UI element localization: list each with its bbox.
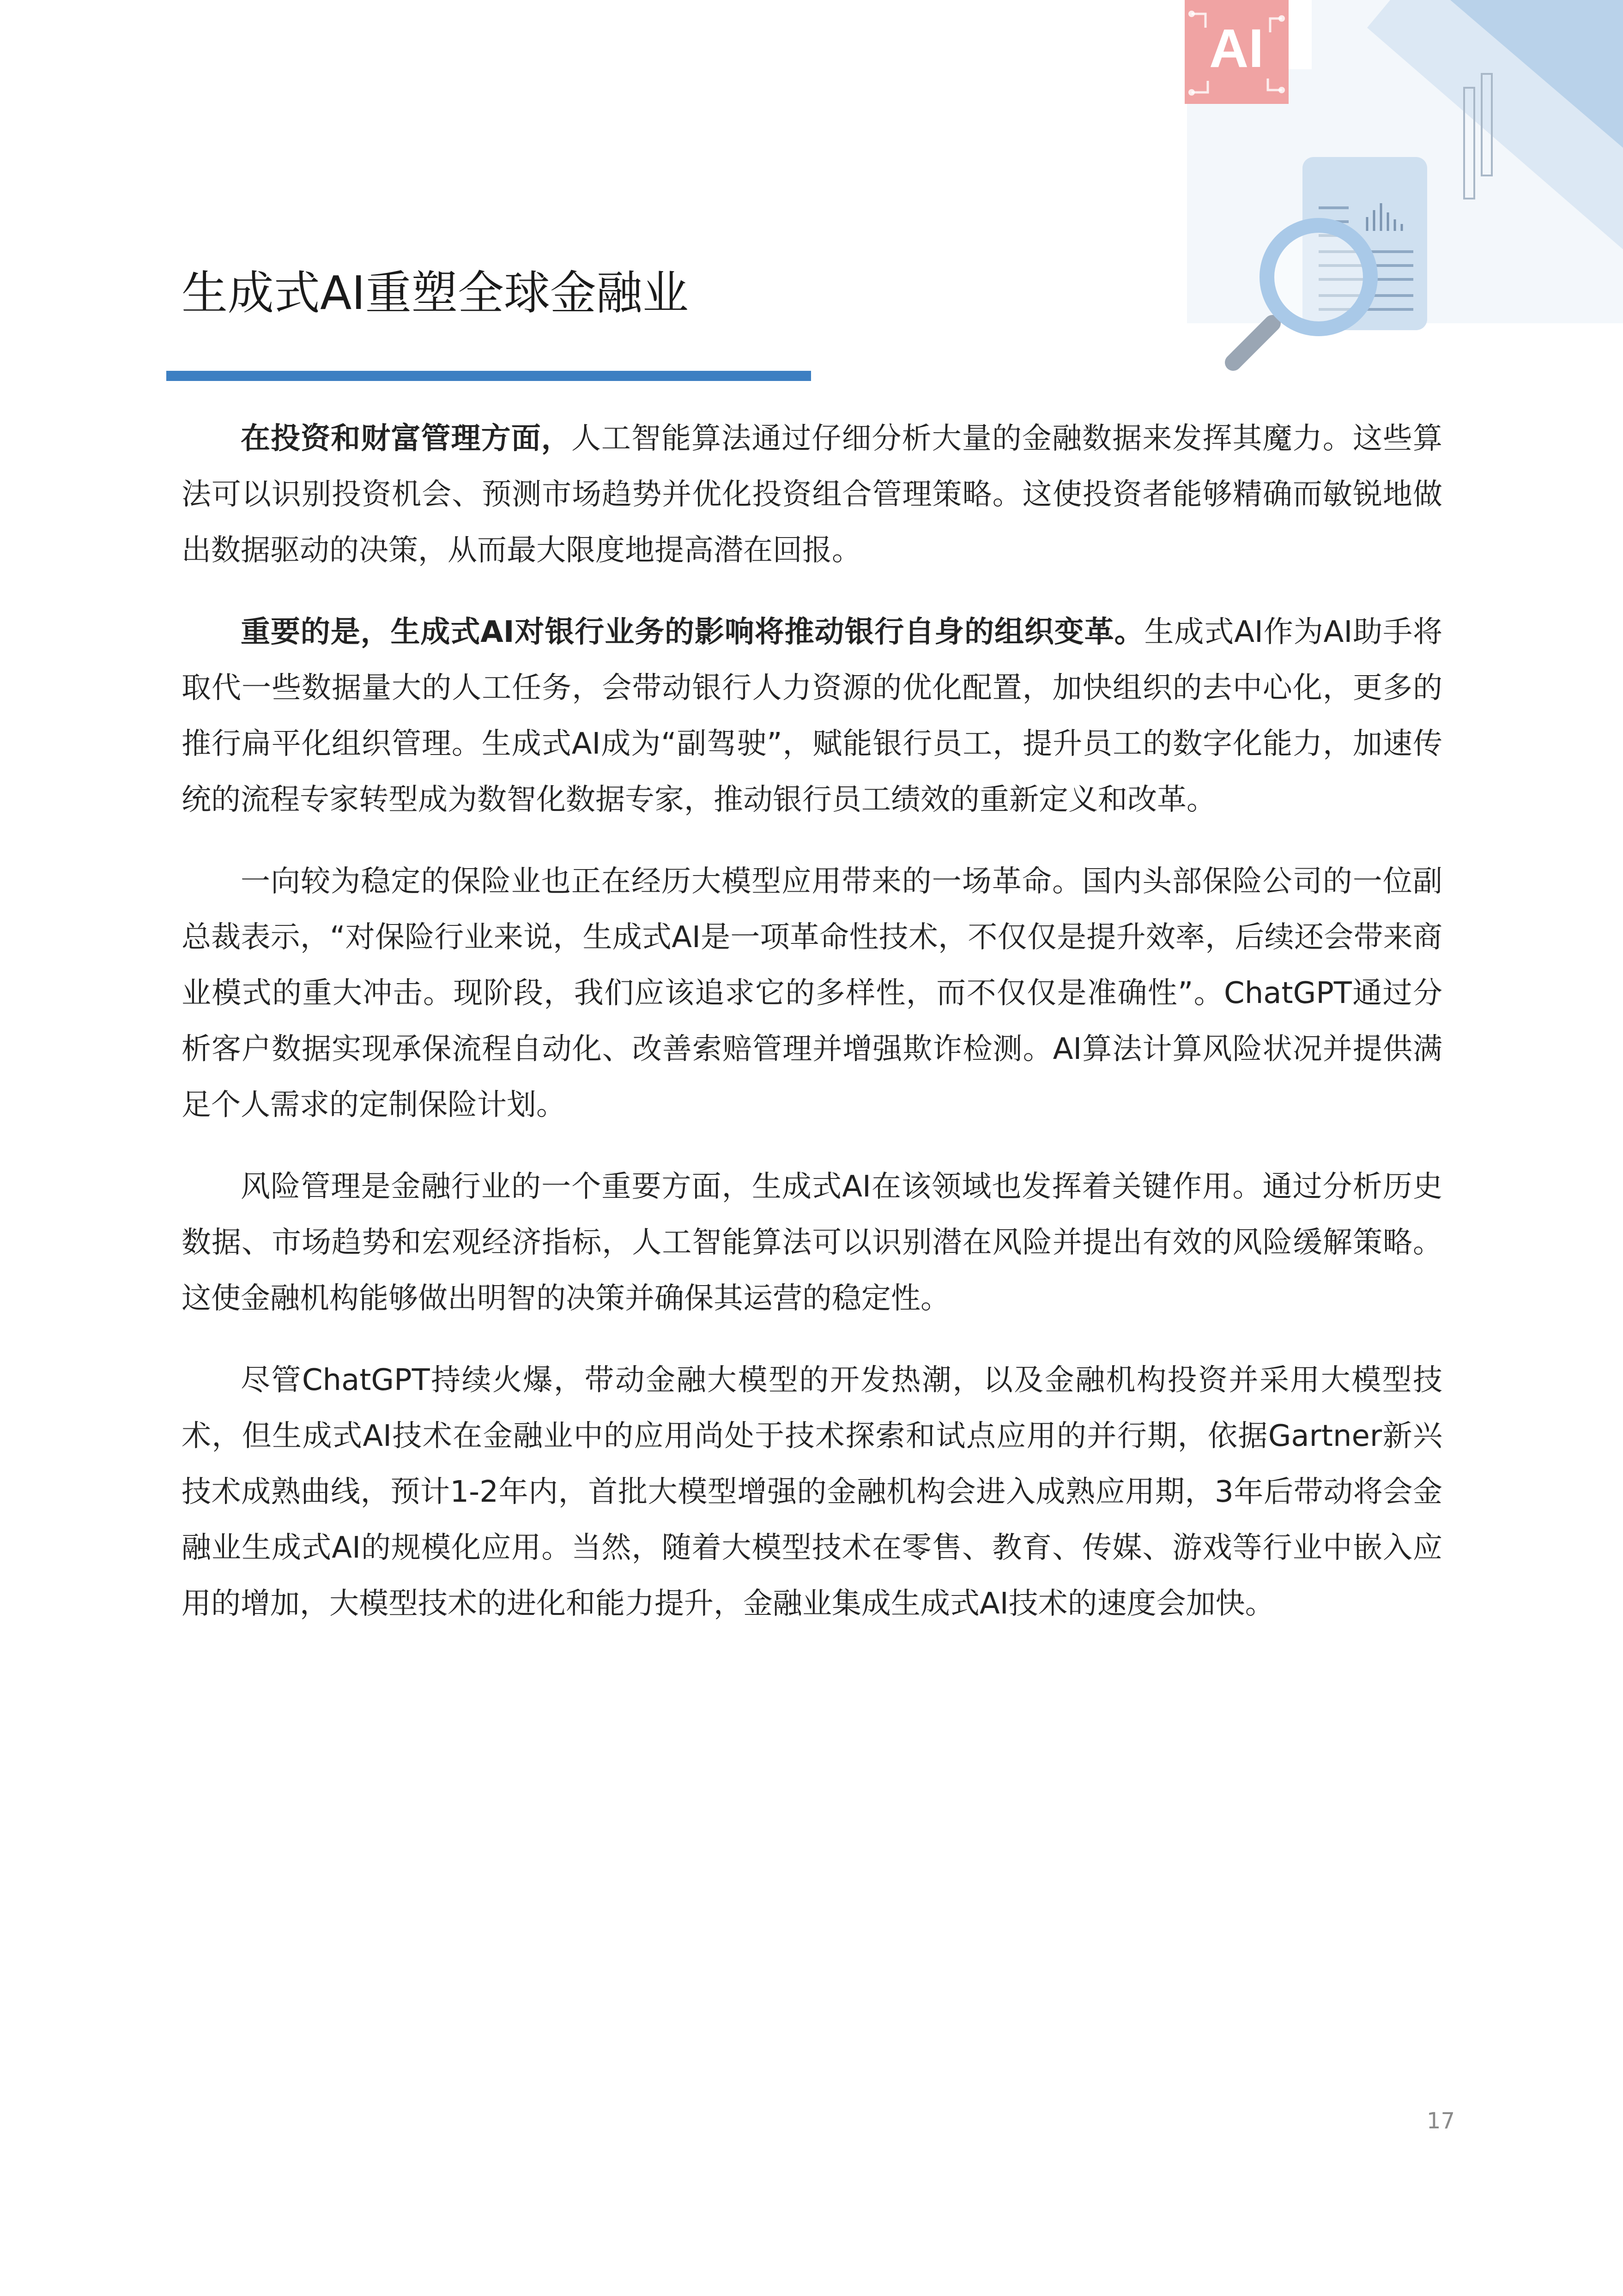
magnifier-icon	[1267, 225, 1370, 329]
paragraph-text: 风险管理是金融行业的一个重要方面，生成式AI在该领域也发挥着关键作用。通过分析历史数据、市场趋势和宏观经济指标，人工智能算法可以识别潜在风险并提出有效的风险缓解策略。这使金融机构能够做出明智的决策并确保其运营的稳定性。	[182, 1170, 1442, 1316]
paragraph-text: 生成式AI作为AI助手将取代一些数据量大的人工任务，会带动银行人力资源的优化配置，加快组织的去中心化，更多的推行扁平化组织管理。生成式AI成为“副驾驶”，赋能银行员工，提升员工的数字化能力，加速传统的流程专家转型成为数智化数据专家，推动银行员工绩效的重新定义和改革。	[182, 615, 1442, 817]
paragraph	[182, 1159, 1442, 1327]
paragraph-lead: 在投资和财富管理方面，	[241, 422, 571, 456]
ai-badge-text: AI	[1209, 18, 1264, 79]
magnifier-handle	[1233, 323, 1272, 363]
paragraph-text: 人工智能算法通过仔细分析大量的金融数据来发挥其魔力。这些算法可以识别投资机会、预测市场趋势并优化投资组合管理策略。这使投资者能够精确而敏锐地做出数据驱动的决策，从而最大限度地提高潜在回报。	[182, 422, 1443, 568]
paragraph-text: 一向较为稳定的保险业也正在经历大模型应用带来的一场革命。国内头部保险公司的一位副总裁表示，“对保险行业来说，生成式AI是一项革命性技术，不仅仅是提升效率，后续还会带来商业模式的重大冲击。现阶段，我们应该追求它的多样性，而不仅仅是准确性”。ChatGPT通过分析客户数据实现承保流程自动化、改善索赔管理并增强欺诈检测。AI算法计算风险状况并提供满足个人需求的定制保险计划。	[182, 864, 1442, 1122]
paragraph-text: 尽管ChatGPT持续火爆，带动金融大模型的开发热潮，以及金融机构投资并采用大模型技术，但生成式AI技术在金融业中的应用尚处于技术探索和试点应用的并行期，依据Gartner新兴技术成熟曲线，预计1-2年内，首批大模型增强的金融机构会进入成熟应用期，3年后带动将会金融业生成式AI的规模化应用。当然，随着大模型技术在零售、教育、传媒、游戏等行业中嵌入应用的增加，大模型技术的进化和能力提升，金融业集成生成式AI技术的速度会加快。	[182, 1363, 1442, 1621]
title-underline	[166, 371, 811, 381]
paragraph	[182, 1353, 1442, 1632]
article-body	[182, 411, 1442, 1658]
page-number: 17	[1426, 2108, 1455, 2134]
paragraph	[182, 854, 1442, 1133]
page-title: 生成式AI重塑全球金融业	[182, 266, 689, 320]
paragraph-lead: 重要的是，生成式AI对银行业务的影响将推动银行自身的组织变革。	[241, 615, 1145, 649]
paragraph	[182, 604, 1442, 828]
paragraph	[182, 411, 1442, 579]
header-illustration	[1173, 0, 1623, 388]
